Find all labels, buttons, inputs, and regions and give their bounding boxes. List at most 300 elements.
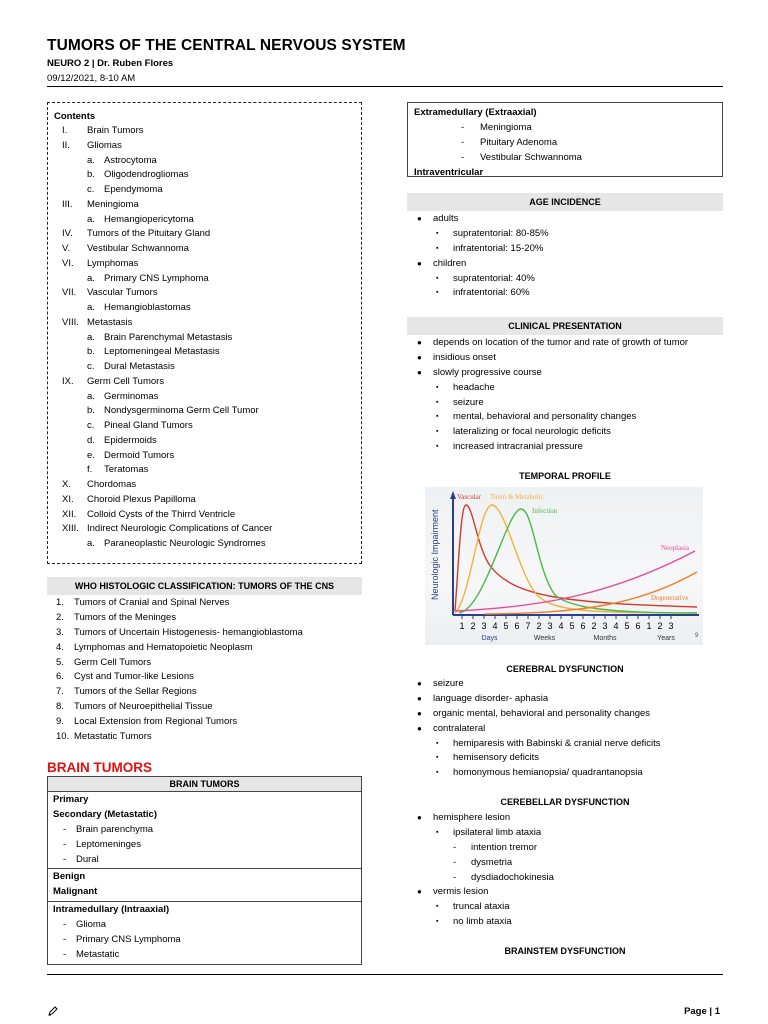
dash-marker: - (461, 137, 465, 148)
bullet-text: no limb ataxia (453, 916, 512, 928)
toc-item-label: Vestibular Schwannoma (87, 243, 189, 254)
bullet-marker: ▪ (436, 274, 439, 282)
bullet-marker: ● (417, 723, 422, 733)
brain-tumors-subitem-text: Metastatic (76, 948, 120, 960)
toc-item-label: Chordomas (87, 479, 137, 490)
who-heading: WHO HISTOLOGIC CLASSIFICATION: TUMORS OF THE CNS (47, 577, 362, 595)
who-item-text: Tumors of Neuroepithelial Tissue (74, 701, 213, 713)
x-axis-ticks (459, 615, 699, 642)
toc-item-number: XIII. (62, 523, 79, 535)
toxin-metabolic-label: Toxin & Metabolic (490, 493, 544, 501)
bullet-text: depends on location of the tumor and rate of growth of tumor (433, 337, 689, 348)
brain-tumors-subitem (53, 853, 361, 868)
toc-item (54, 463, 361, 478)
bullet-marker: ▪ (436, 289, 439, 297)
toc-item-label: Vascular Tumors (87, 287, 158, 299)
toc-item-label: Brain Parenchymal Metastasis (104, 331, 233, 343)
bullet-item (407, 841, 723, 856)
toc-item (54, 124, 361, 139)
dash-marker: - (63, 948, 67, 960)
toc-item (54, 449, 361, 464)
bullet-item (407, 692, 723, 707)
who-item-text: Lymphomas and Hematopoietic Neoplasm (74, 641, 253, 653)
date-line: 09/12/2021, 8-10 AM (47, 73, 136, 84)
toc-item (54, 272, 361, 287)
age-incidence-heading: AGE INCIDENCE (407, 193, 723, 211)
bullet-marker: ▪ (436, 244, 439, 252)
toc-item (54, 213, 361, 228)
bullet-item (407, 856, 723, 871)
brain-tumors-subitem (53, 948, 361, 963)
dash-marker: - (63, 853, 67, 865)
bullet-marker: ▪ (436, 769, 439, 777)
dash-marker: - (461, 152, 465, 163)
who-item-text: Tumors of Uncertain Histogenesis- hemangioblastoma (74, 626, 303, 638)
brain-tumors-subitem (53, 823, 361, 838)
header-divider (47, 86, 723, 87)
dash-marker: - (63, 934, 67, 946)
table-of-contents (47, 102, 362, 564)
extramedullary-item (414, 150, 722, 165)
toc-item (54, 508, 361, 523)
toc-item-number: a. (87, 390, 95, 402)
toc-item (54, 419, 361, 434)
toc-item-label: Choroid Plexus Papilloma (87, 493, 196, 505)
x-tick-label: 1 (646, 621, 652, 631)
brain-tumors-category: Benign (53, 871, 86, 883)
neoplasia-label: Neoplasia (661, 544, 689, 552)
bullet-item (407, 396, 723, 411)
y-axis-arrow (450, 491, 456, 499)
toc-item-number: d. (87, 434, 95, 446)
toc-item (54, 168, 361, 183)
x-tick-label: 4 (558, 621, 564, 631)
toc-item-label: Nondysgerminoma Germ Cell Tumor (104, 405, 259, 417)
toc-item-number: IV. (62, 228, 73, 240)
degenerative-label: Degenerative (651, 594, 689, 602)
bullet-marker: ● (417, 258, 422, 268)
who-item-number: 9. (56, 716, 64, 728)
cerebellar-heading: CEREBELLAR DYSFUNCTION (500, 797, 630, 807)
x-tick-label: 3 (668, 621, 674, 631)
brain-tumors-section (48, 869, 361, 902)
vascular-label: Vascular (457, 493, 482, 501)
bullet-marker: ● (417, 708, 422, 718)
toc-item-label: Hemangioblastomas (104, 302, 191, 313)
bullet-item (407, 336, 723, 351)
bullet-item (407, 885, 723, 900)
x-tick-label: 5 (503, 621, 509, 631)
bullet-text: headache (453, 381, 495, 393)
bullet-item (407, 871, 723, 886)
toc-item-label: Ependymoma (104, 184, 163, 195)
bullet-text: dysdiadochokinesia (471, 871, 554, 883)
brainstem-heading: BRAINSTEM DYSFUNCTION (504, 946, 626, 956)
page-number: Page | 1 (684, 1006, 720, 1017)
who-item-text: Germ Cell Tumors (74, 656, 152, 668)
bullet-marker: ▪ (436, 443, 439, 451)
x-tick-label: 1 (459, 621, 465, 631)
brain-tumors-subitem-text: Brain parenchyma (76, 823, 154, 835)
brain-tumors-subitem-text: Primary CNS Lymphoma (76, 934, 181, 946)
toc-item-number: a. (87, 272, 95, 284)
bullet-marker: ▪ (436, 918, 439, 926)
toc-item-label: Hemangiopericytoma (104, 213, 194, 225)
toc-item (54, 198, 361, 213)
toc-item (54, 331, 361, 346)
toc-item-label: Dermoid Tumors (104, 449, 175, 461)
bullet-text: slowly progressive course (433, 366, 542, 378)
brain-tumors-subitem-text: Dural (76, 853, 99, 865)
bullet-text: ipsilateral limb ataxia (453, 826, 542, 838)
brain-tumors-section (48, 902, 361, 964)
toc-item-label: Dural Metastasis (104, 361, 175, 372)
bullet-text: organic mental, behavioral and personality changes (433, 707, 651, 719)
toc-item-number: a. (87, 154, 95, 166)
bullet-marker: - (453, 871, 457, 883)
bullet-marker: ▪ (436, 428, 439, 436)
x-tick-label: 3 (602, 621, 608, 631)
bullet-marker: ● (417, 367, 422, 377)
course-line: NEURO 2 | Dr. Ruben Flores (47, 58, 174, 69)
x-unit-label: Days (481, 635, 498, 642)
bullet-item (407, 737, 723, 752)
toc-item (54, 139, 361, 154)
bullet-item (407, 410, 723, 425)
bullet-text: hemisphere lesion (433, 812, 511, 823)
who-item-number: 10. (56, 731, 70, 743)
x-tick-label: 2 (591, 621, 597, 631)
bullet-item (407, 286, 723, 301)
dash-marker: - (63, 823, 67, 835)
x-tick-label: 5 (569, 621, 575, 631)
who-list-item (47, 611, 362, 626)
degenerative-curve (485, 572, 697, 614)
toc-item (54, 286, 361, 301)
toc-item-label: Oligodendrogliomas (104, 169, 189, 181)
who-item-number: 7. (56, 686, 64, 698)
who-item-number: 2. (56, 611, 64, 623)
bullet-text: infratentorial: 15-20% (453, 242, 544, 254)
bullet-text: increased intracranial pressure (453, 441, 583, 453)
bullet-marker: ▪ (436, 229, 439, 237)
toc-item-label: Indirect Neurologic Complications of Cancer (87, 523, 273, 535)
toc-item-number: c. (87, 420, 95, 431)
bullet-item (407, 242, 723, 257)
bullet-marker: ● (417, 214, 422, 223)
temporal-profile-svg (425, 487, 703, 645)
bullet-marker: ▪ (436, 903, 439, 911)
bullet-text: contralateral (433, 722, 486, 734)
bullet-marker: ● (417, 352, 422, 362)
toc-item-number: a. (87, 302, 95, 313)
who-list-item (47, 641, 362, 656)
toc-item (54, 227, 361, 242)
toc-item-label: Lymphomas (87, 257, 139, 269)
bullet-item (407, 900, 723, 915)
x-unit-label: Months (593, 635, 617, 642)
who-list (47, 596, 362, 745)
extramedullary-box (407, 102, 723, 177)
cerebral-list (407, 677, 723, 781)
bullet-marker: ▪ (436, 398, 439, 406)
bullet-text: vermis lesion (433, 886, 489, 898)
brain-tumors-table (47, 776, 362, 965)
bullet-item (407, 677, 723, 692)
bullet-marker: ▪ (436, 828, 439, 836)
bullet-item (407, 366, 723, 381)
temporal-profile-heading: TEMPORAL PROFILE (519, 471, 611, 481)
bullet-text: supratentorial: 40% (453, 272, 535, 284)
neoplasia-curve (455, 551, 695, 611)
bullet-marker: ▪ (436, 739, 439, 747)
toc-item (54, 257, 361, 272)
brain-tumors-subitem (53, 838, 361, 853)
y-axis-label: Neurologic Impairment (430, 509, 440, 600)
who-item-text: Tumors of the Meninges (74, 611, 177, 623)
bullet-text: dysmetria (471, 856, 513, 868)
bullet-marker: ▪ (436, 413, 439, 421)
toc-item-number: f. (87, 464, 93, 476)
toc-item-number: c. (87, 184, 95, 195)
x-tick-label: 4 (492, 621, 498, 631)
toc-item-number: VIII. (62, 316, 79, 328)
intraventricular-label: Intraventricular (414, 167, 484, 178)
brain-tumors-subitem (53, 918, 361, 933)
bullet-item (407, 440, 723, 455)
who-item-number: 1. (56, 597, 64, 608)
dash-marker: - (63, 919, 67, 931)
who-item-number: 5. (56, 656, 64, 668)
who-item-text: Tumors of the Sellar Regions (74, 686, 197, 698)
bullet-item (407, 212, 723, 227)
dash-marker: - (63, 838, 67, 850)
toc-item (54, 316, 361, 331)
toc-item-label: Gliomas (87, 139, 122, 151)
toc-item (54, 360, 361, 375)
bullet-item (407, 707, 723, 722)
who-item-number: 4. (56, 641, 64, 653)
who-list-item (47, 656, 362, 671)
x-tick-label: 6 (514, 621, 520, 631)
x-tick-label: 2 (470, 621, 476, 631)
toc-item (54, 154, 361, 169)
clinical-heading: CLINICAL PRESENTATION (407, 317, 723, 335)
bullet-item (407, 272, 723, 287)
toc-item-label: Teratomas (104, 464, 149, 476)
bullet-item (407, 915, 723, 930)
brain-tumors-category: Primary (53, 794, 89, 805)
bullet-marker: ▪ (436, 383, 439, 391)
toc-item (54, 345, 361, 360)
contents-heading: Contents (54, 111, 96, 122)
toc-item-number: X. (62, 479, 71, 490)
toc-item-number: V. (62, 243, 71, 254)
age-incidence-list (407, 212, 723, 301)
bullet-item (407, 381, 723, 396)
bullet-text: insidious onset (433, 351, 496, 363)
toc-item (54, 390, 361, 405)
who-list-item (47, 670, 362, 685)
toc-item-label: Germinomas (104, 390, 159, 402)
toc-item-number: a. (87, 213, 95, 225)
toc-item-number: a. (87, 538, 95, 549)
infection-label: Infection (532, 507, 558, 515)
bullet-text: adults (433, 213, 459, 224)
who-item-number: 6. (56, 671, 64, 683)
bullet-text: homonymous hemianopsia/ quadrantanopsia (453, 767, 643, 779)
toc-item-number: I. (62, 125, 68, 136)
who-list-item (47, 596, 362, 611)
toc-item (54, 183, 361, 198)
brain-tumors-category: Malignant (53, 886, 98, 898)
x-tick-label: 3 (547, 621, 553, 631)
bullet-marker: ● (417, 813, 422, 822)
brain-tumors-subitem (53, 933, 361, 948)
bullet-text: hemiparesis with Babinski & cranial nerve deficits (453, 737, 661, 749)
x-unit-label: Weeks (533, 635, 556, 642)
x-tick-label: 2 (657, 621, 663, 631)
bullet-marker: ▪ (436, 754, 439, 762)
toc-item-label: Epidermoids (104, 434, 157, 446)
who-item-number: 3. (56, 626, 64, 638)
who-item-text: Cyst and Tumor-like Lesions (74, 671, 194, 683)
document-title: TUMORS OF THE CENTRAL NERVOUS SYSTEM (47, 37, 406, 54)
toc-item-label: Meningioma (87, 198, 139, 210)
clinical-list (407, 336, 723, 455)
brain-tumors-table-head: BRAIN TUMORS (48, 777, 361, 792)
extramedullary-item (414, 135, 722, 150)
toc-item-label: Metastasis (87, 316, 133, 328)
who-item-text: Tumors of Cranial and Spinal Nerves (74, 597, 230, 608)
toc-item-label: Leptomeningeal Metastasis (104, 346, 220, 358)
bullet-text: intention tremor (471, 841, 538, 853)
toc-item-number: XII. (62, 508, 77, 520)
x-tick-label: 2 (536, 621, 542, 631)
toc-item-label: Primary CNS Lymphoma (104, 272, 209, 284)
toc-item (54, 404, 361, 419)
toc-item (54, 242, 361, 257)
bullet-item (407, 722, 723, 737)
toc-item-number: II. (62, 139, 70, 151)
extramedullary-item (414, 120, 722, 135)
brain-tumors-subitem-text: Glioma (76, 919, 107, 931)
figure-footnote-mark: 9 (695, 633, 699, 639)
brain-tumors-category: Secondary (Metastatic) (53, 808, 158, 820)
bullet-item (407, 766, 723, 781)
extramedullary-item-text: Pituitary Adenoma (480, 137, 558, 148)
bullet-item (407, 227, 723, 242)
bullet-marker: - (453, 841, 457, 853)
toc-list (54, 124, 361, 552)
bullet-item (407, 811, 723, 826)
brain-tumors-subitem-text: Leptomeninges (76, 838, 141, 850)
x-tick-label: 3 (481, 621, 487, 631)
brain-tumors-section (48, 792, 361, 869)
toc-item (54, 478, 361, 493)
x-tick-label: 7 (525, 621, 531, 631)
toc-item-number: b. (87, 169, 95, 181)
x-tick-label: 5 (624, 621, 630, 631)
who-list-item (47, 715, 362, 730)
bullet-marker: ● (417, 887, 422, 897)
bullet-text: language disorder- aphasia (433, 692, 549, 704)
toc-item-number: VI. (62, 257, 74, 269)
toc-item-label: Germ Cell Tumors (87, 375, 165, 387)
dash-marker: - (461, 122, 465, 133)
x-unit-label: Years (657, 635, 675, 642)
bullet-text: seizure (453, 396, 484, 408)
toc-item (54, 301, 361, 316)
toc-item-number: a. (87, 331, 95, 343)
bullet-item (407, 425, 723, 440)
bullet-text: hemisensory deficits (453, 752, 540, 764)
toc-item-number: e. (87, 449, 95, 461)
extramedullary-heading: Extramedullary (Extraaxial) (414, 107, 537, 118)
toc-item-number: c. (87, 361, 95, 372)
bullet-text: supratentorial: 80-85% (453, 227, 549, 239)
x-tick-label: 6 (635, 621, 641, 631)
who-list-item (47, 685, 362, 700)
temporal-profile-figure (425, 487, 703, 645)
toc-item-label: Paraneoplastic Neurologic Syndromes (104, 538, 266, 549)
toc-item (54, 493, 361, 508)
toc-item (54, 537, 361, 552)
bullet-text: infratentorial: 60% (453, 287, 530, 299)
who-list-item (47, 626, 362, 641)
bullet-text: lateralizing or focal neurologic deficits (453, 426, 611, 438)
toc-item-label: Pineal Gland Tumors (104, 420, 193, 431)
pen-icon (47, 1005, 59, 1020)
bullet-item (407, 351, 723, 366)
toc-item-label: Brain Tumors (87, 125, 144, 136)
toc-item-number: XI. (62, 493, 74, 505)
bullet-marker: ● (417, 693, 422, 703)
bullet-item (407, 257, 723, 272)
toc-item (54, 434, 361, 449)
toc-item-number: VII. (62, 287, 77, 299)
footer-divider (47, 974, 723, 975)
cerebral-heading: CEREBRAL DYSFUNCTION (506, 664, 624, 674)
bullet-text: mental, behavioral and personality changes (453, 411, 637, 423)
toc-item-label: Colloid Cysts of the Thirrd Ventricle (87, 508, 236, 520)
bullet-text: truncal ataxia (453, 901, 510, 913)
toc-item-label: Tumors of the Pituitary Gland (87, 228, 211, 240)
extramedullary-item-text: Vestibular Schwannoma (480, 152, 582, 163)
toc-item-number: b. (87, 405, 95, 417)
toc-item-label: Astrocytoma (104, 154, 157, 166)
toc-item-number: b. (87, 346, 95, 358)
bullet-item (407, 826, 723, 841)
bullet-item (407, 751, 723, 766)
bullet-marker: ● (417, 679, 422, 688)
bullet-marker: - (453, 856, 457, 868)
who-item-text: Local Extension from Regional Tumors (74, 716, 238, 728)
bullet-marker: ● (417, 338, 422, 347)
who-list-item (47, 730, 362, 745)
x-tick-label: 6 (580, 621, 586, 631)
toc-item (54, 375, 361, 390)
toc-item (54, 522, 361, 537)
brain-tumors-heading: BRAIN TUMORS (47, 760, 152, 775)
cerebellar-list (407, 811, 723, 930)
bullet-text: children (433, 257, 467, 269)
who-list-item (47, 700, 362, 715)
toc-item-number: III. (62, 198, 73, 210)
x-tick-label: 4 (613, 621, 619, 631)
who-item-number: 8. (56, 701, 64, 713)
toc-item-number: IX. (62, 375, 74, 387)
